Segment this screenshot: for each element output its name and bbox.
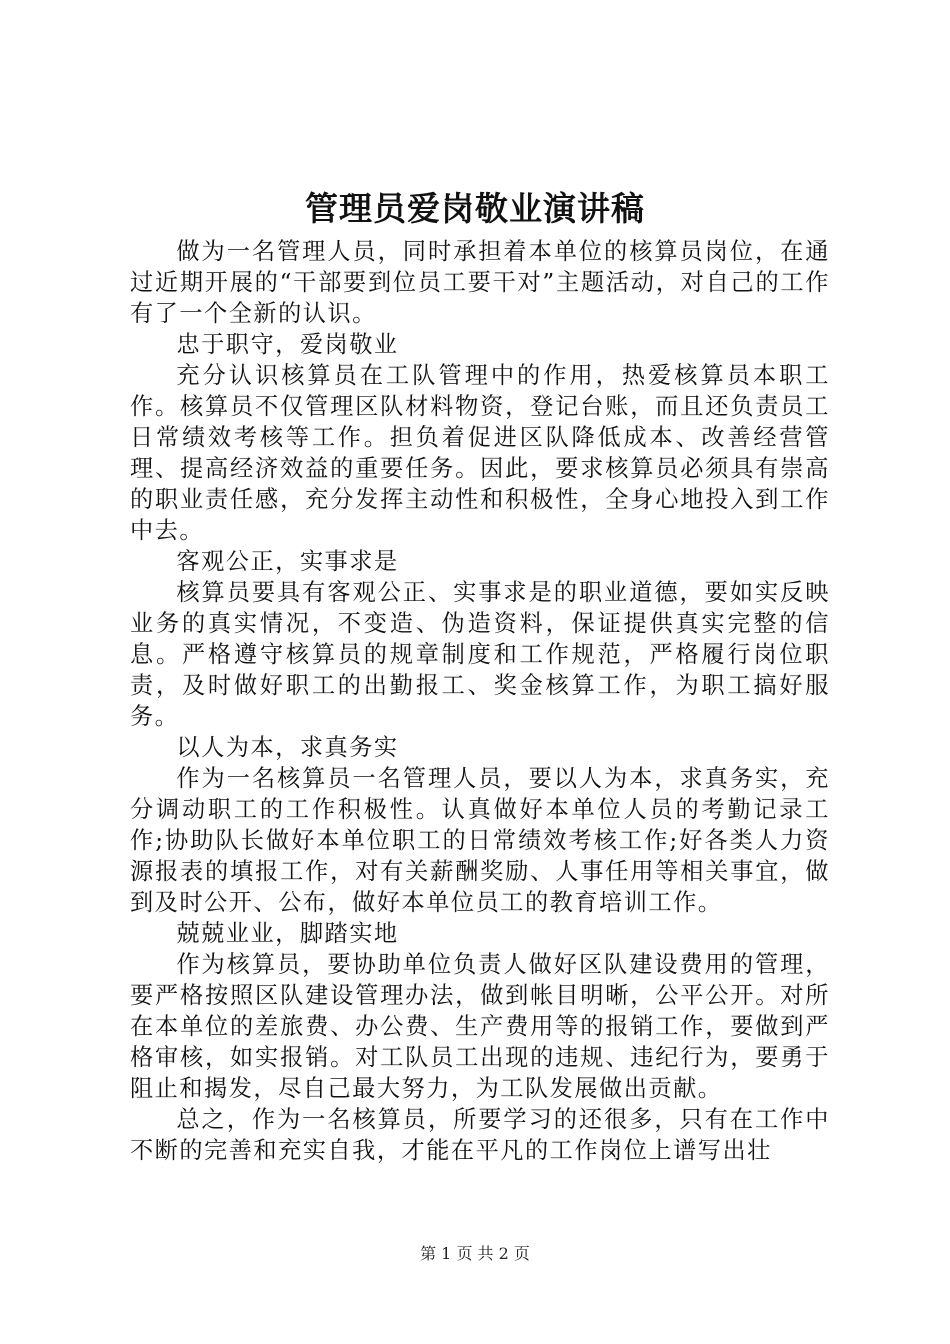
paragraph: 核算员要具有客观公正、实事求是的职业道德，要如实反映业务的真实情况，不变造、伪造资料，保证提供真实完整的信息。严格遵守核算员的规章制度和工作规范，严格履行岗位职责，及时做好职工的出勤报工、奖金核算工作，为职工搞好服务。	[130, 579, 830, 730]
paragraph: 充分认识核算员在工队管理中的作用，热爱核算员本职工作。核算员不仅管理区队材料物资，登记台账，而且还负责员工日常绩效考核等工作。担负着促进区队降低成本、改善经营管理、提高经济效益的重要任务。因此，要求核算员必须具有崇高的职业责任感，充分发挥主动性和积极性，全身心地投入到工作中去。	[130, 362, 830, 544]
paragraph: 作为一名核算员一名管理人员，要以人为本，求真务实，充分调动职工的工作积极性。认真做好本单位人员的考勤记录工作;协助队长做好本单位职工的日常绩效考核工作;好各类人力资源报表的填报工作，对有关薪酬奖励、人事任用等相关事宜，做到及时公开、公布，做好本单位员工的教育培训工作。	[130, 765, 830, 916]
document-body	[130, 236, 830, 1166]
paragraph: 总之，作为一名核算员，所要学习的还很多，只有在工作中不断的完善和充实自我，才能在平凡的工作岗位上谱写出壮	[130, 1106, 830, 1164]
page-total: 共 2 页	[477, 1244, 530, 1263]
paragraph: 做为一名管理人员，同时承担着本单位的核算员岗位，在通过近期开展的“干部要到位员工要干对”主题活动，对自己的工作有了一个全新的认识。	[130, 238, 830, 327]
page-title: 管理员爱岗敬业演讲稿	[305, 189, 645, 228]
paragraph: 作为核算员，要协助单位负责人做好区队建设费用的管理，要严格按照区队建设管理办法，做到帐目明晰，公平公开。对所在本单位的差旅费、办公费、生产费用等的报销工作，要做到严格审核，如实报销。对工队员工出现的违规、违纪行为，要勇于阻止和揭发，尽自己最大努力，为工队发展做出贡献。	[130, 951, 830, 1102]
page-footer	[0, 1242, 950, 1266]
section-heading: 忠于职守，爱岗敬业	[176, 331, 399, 358]
section-heading: 兢兢业业，脚踏实地	[176, 920, 399, 947]
page-number: 第 1 页	[420, 1244, 473, 1263]
section-heading: 以人为本，求真务实	[176, 734, 399, 761]
section-heading: 客观公正，实事求是	[176, 548, 399, 575]
